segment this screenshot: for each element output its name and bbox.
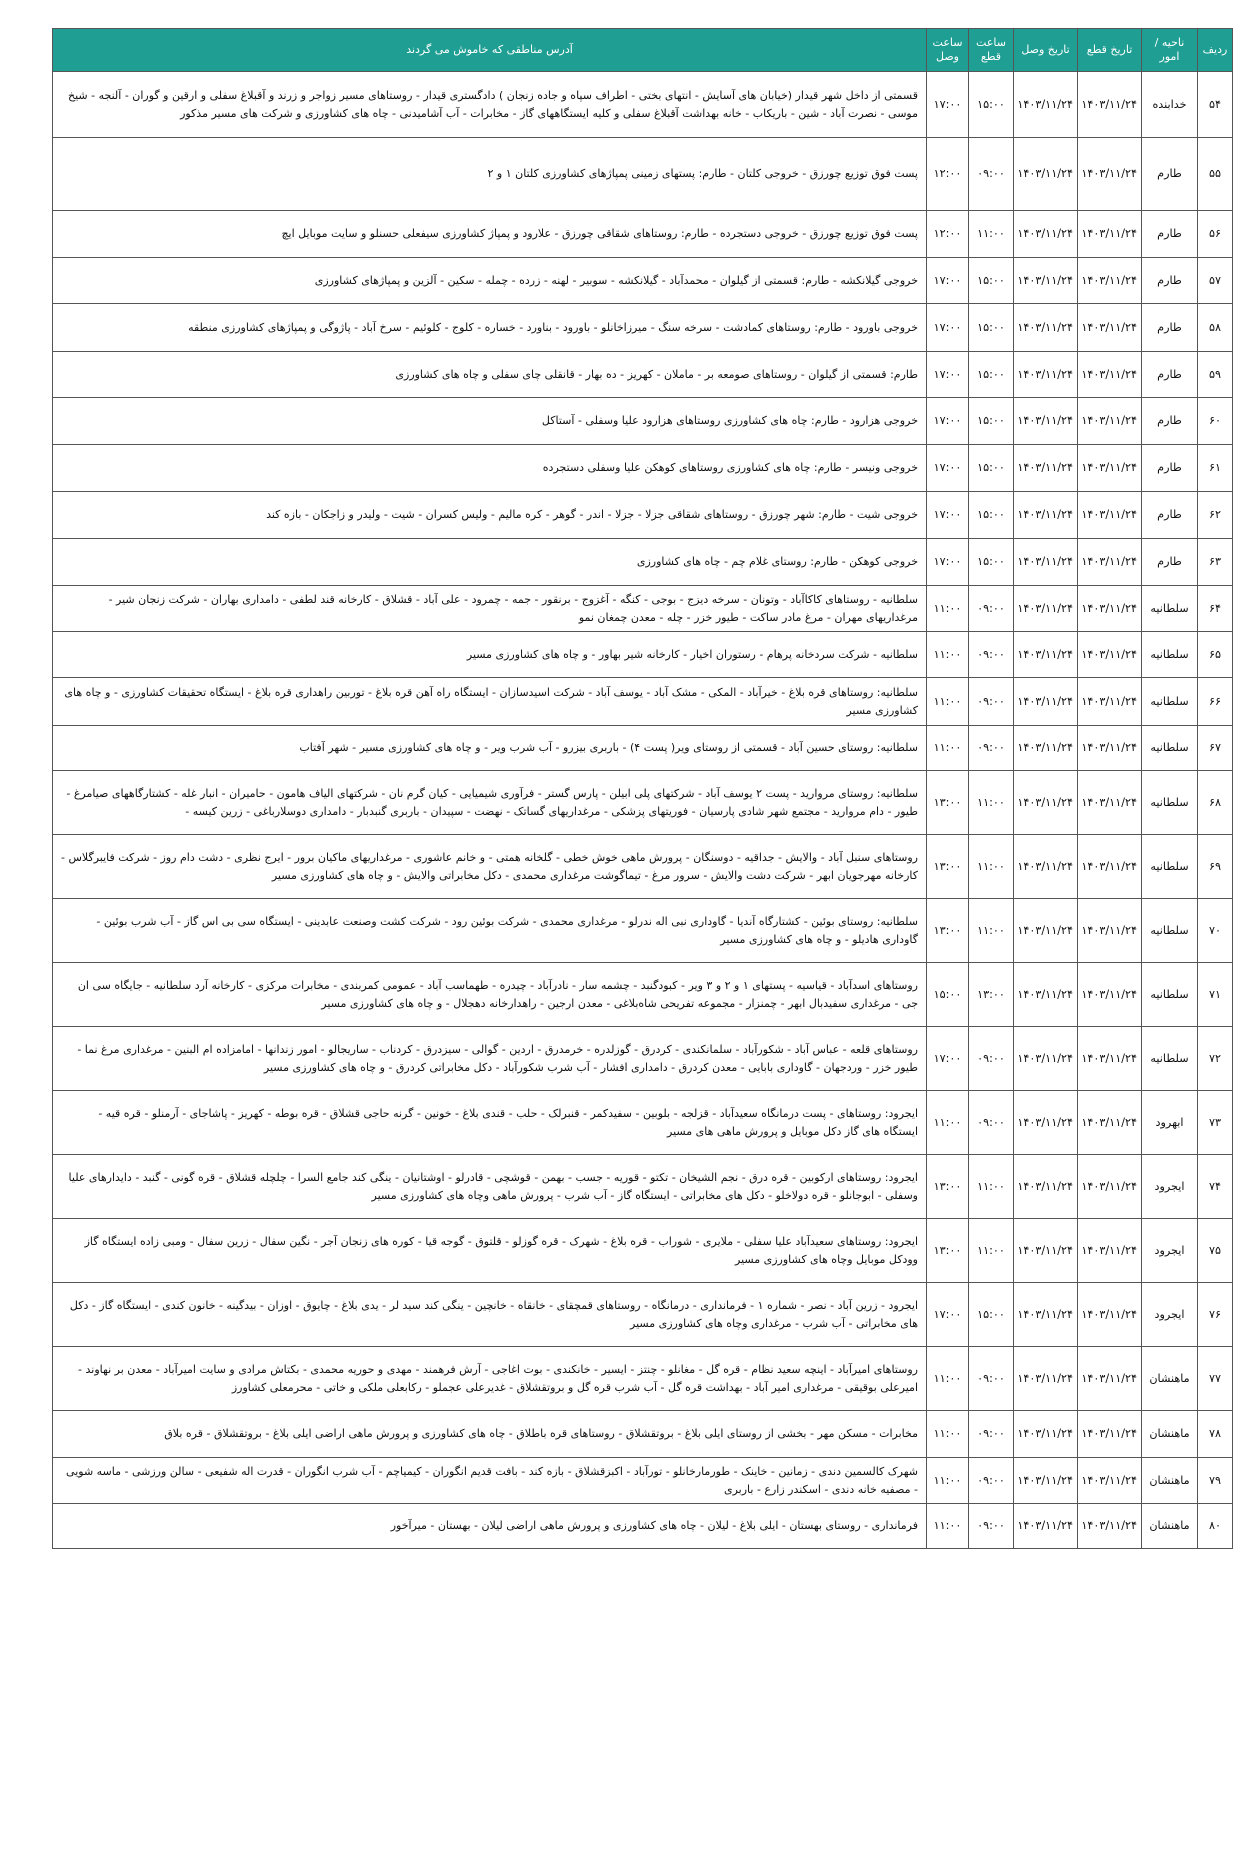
cell-row-number: ۷۸ — [1198, 1411, 1233, 1458]
cell-connect-date: ۱۴۰۳/۱۱/۲۴ — [1014, 398, 1078, 445]
cell-address: ایجرود: روستاهای سعیدآباد علیا سفلی - ملایری - شوراب - قره بلاغ - شهرک - قره گوزلو - قلتوق - گوجه قیا - کوره های زنجان آجر - نگین سفال - زرین سفال - ومبی زاده ایستگاه گاز وودکل موبایل وچاه های کشاورزی مسیر — [53, 1219, 927, 1283]
cell-connect-date: ۱۴۰۳/۱۱/۲۴ — [1014, 1283, 1078, 1347]
cell-cut-time: ۱۱:۰۰ — [969, 835, 1014, 899]
cell-connect-time: ۱۱:۰۰ — [927, 1411, 969, 1458]
cell-connect-date: ۱۴۰۳/۱۱/۲۴ — [1014, 138, 1078, 211]
table-row — [53, 963, 1233, 1027]
header-district: ناحیه /امور — [1142, 29, 1198, 72]
cell-cut-date: ۱۴۰۳/۱۱/۲۴ — [1078, 445, 1142, 492]
cell-connect-time: ۱۳:۰۰ — [927, 899, 969, 963]
cell-address: ایجرود: روستاهای ارکوبین - قره درق - نجم الشیخان - تکتو - قوریه - جسب - بهمن - قوشچی - قادرلو - اوشتانیان - ینگی کند جامع السرا - چلچله قشلاق - قره گونی - گنبد - دایدارهای علیا وسفلی - ابوجانلو - قره دولاخلو - دکل های مخابراتی - ایستگاه گاز - آب شرب - پرورش ماهی وچاه های کشاورزی مسیر — [53, 1155, 927, 1219]
cell-cut-time: ۱۵:۰۰ — [969, 304, 1014, 352]
cell-row-number: ۵۴ — [1198, 72, 1233, 138]
cell-cut-time: ۰۹:۰۰ — [969, 1091, 1014, 1155]
cell-cut-date: ۱۴۰۳/۱۱/۲۴ — [1078, 258, 1142, 304]
cell-cut-date: ۱۴۰۳/۱۱/۲۴ — [1078, 1504, 1142, 1549]
cell-district: ماهنشان — [1142, 1347, 1198, 1411]
cell-cut-date: ۱۴۰۳/۱۱/۲۴ — [1078, 72, 1142, 138]
cell-row-number: ۶۱ — [1198, 445, 1233, 492]
cell-cut-time: ۰۹:۰۰ — [969, 1027, 1014, 1091]
cell-connect-time: ۱۲:۰۰ — [927, 211, 969, 258]
cell-district: سلطانیه — [1142, 963, 1198, 1027]
cell-connect-time: ۱۷:۰۰ — [927, 492, 969, 539]
table-row — [53, 1091, 1233, 1155]
cell-connect-time: ۱۳:۰۰ — [927, 1155, 969, 1219]
cell-district: طارم — [1142, 211, 1198, 258]
table-row — [53, 1283, 1233, 1347]
cell-row-number: ۵۵ — [1198, 138, 1233, 211]
table-row — [53, 72, 1233, 138]
header-connect-time: ساعت وصل — [927, 29, 969, 72]
cell-row-number: ۷۹ — [1198, 1458, 1233, 1504]
cell-district: سلطانیه — [1142, 899, 1198, 963]
cell-cut-time: ۰۹:۰۰ — [969, 678, 1014, 726]
cell-cut-date: ۱۴۰۳/۱۱/۲۴ — [1078, 1411, 1142, 1458]
cell-address: قسمتی از داخل شهر قیدار (خیابان های آسایش - انتهای بختی - اطراف سپاه و جاده زنجان ) دادگستری قیدار - روستاهای مسیر زواجر و زرند و آقبلاغ سفلی و ارقین و گوران - آلنجه - شیخ موسی - نصرت آباد - شین - باریکاب - خانه بهداشت آقبلاغ سفلی و کلیه ایستگاههای گاز - مخابرات - آب آشامیدنی - چاه های کشاورزی و شرکت های مسیر مذکور — [53, 72, 927, 138]
cell-cut-time: ۱۵:۰۰ — [969, 539, 1014, 586]
cell-cut-time: ۱۵:۰۰ — [969, 258, 1014, 304]
cell-address: خروجی شیت - طارم: شهر چورزق - روستاهای شقاقی جزلا - جزلا - اندر - گوهر - کره مالیم - ولیس کسران - شیت - ولیدر و زاجکان - بازه کند — [53, 492, 927, 539]
cell-connect-date: ۱۴۰۳/۱۱/۲۴ — [1014, 352, 1078, 398]
cell-row-number: ۶۵ — [1198, 632, 1233, 678]
cell-address: روستاهای قلعه - عباس آباد - شکورآباد - سلمانکندی - کردرق - گوزلدره - خرمدرق - اردین - گوالی - سیزدرق - کردناب - ساریجالو - امور زندانها - امامزاده ام البنین - مرغداری مرغ نما - طیور خزر - وردجهان - گاوداری بابایی - معدن کردرق - دامداری افشار - آب شرب شکورآباد - دکل مخابراتی کردرق - و چاه های کشاورزی مسیر — [53, 1027, 927, 1091]
cell-address: فرمانداری - روستای بهستان - ایلی بلاغ - لیلان - چاه های کشاورزی و پرورش ماهی اراضی لیلان - بهستان - میرآخور — [53, 1504, 927, 1549]
cell-district: سلطانیه — [1142, 771, 1198, 835]
cell-cut-date: ۱۴۰۳/۱۱/۲۴ — [1078, 632, 1142, 678]
cell-district: سلطانیه — [1142, 726, 1198, 771]
cell-district: طارم — [1142, 398, 1198, 445]
cell-address: روستاهای سنبل آباد - والایش - جداقیه - دوسنگان - پرورش ماهی خوش خطی - گلخانه همتی - و خانم عاشوری - مرغداریهای ماکیان برور - ایرج نظری - دشت دام روز - شرکت فایبرگلاس - کارخانه مهرجویان ابهر - شرکت دشت والایش - سرور مرغ - تیماگوشت مرغداری محمدی - دکل مخابراتی والایش - و چاه های کشاورزی مسیر — [53, 835, 927, 899]
cell-connect-time: ۱۱:۰۰ — [927, 1091, 969, 1155]
cell-connect-time: ۱۱:۰۰ — [927, 726, 969, 771]
cell-district: سلطانیه — [1142, 678, 1198, 726]
cell-row-number: ۸۰ — [1198, 1504, 1233, 1549]
cell-connect-date: ۱۴۰۳/۱۱/۲۴ — [1014, 445, 1078, 492]
cell-connect-time: ۱۱:۰۰ — [927, 678, 969, 726]
cell-cut-time: ۱۱:۰۰ — [969, 211, 1014, 258]
cell-connect-date: ۱۴۰۳/۱۱/۲۴ — [1014, 1504, 1078, 1549]
cell-row-number: ۶۶ — [1198, 678, 1233, 726]
cell-row-number: ۷۷ — [1198, 1347, 1233, 1411]
cell-address: پست فوق توزیع چورزق - خروجی کلتان - طارم: پستهای زمینی پمپاژهای کشاورزی کلتان ۱ و ۲ — [53, 138, 927, 211]
table-row — [53, 726, 1233, 771]
cell-connect-date: ۱۴۰۳/۱۱/۲۴ — [1014, 211, 1078, 258]
cell-cut-date: ۱۴۰۳/۱۱/۲۴ — [1078, 678, 1142, 726]
cell-connect-time: ۱۷:۰۰ — [927, 445, 969, 492]
cell-cut-date: ۱۴۰۳/۱۱/۲۴ — [1078, 352, 1142, 398]
cell-cut-time: ۱۱:۰۰ — [969, 1219, 1014, 1283]
cell-district: ماهنشان — [1142, 1504, 1198, 1549]
cell-cut-time: ۱۳:۰۰ — [969, 963, 1014, 1027]
header-cut-time: ساعت قطع — [969, 29, 1014, 72]
table-row — [53, 1027, 1233, 1091]
cell-cut-date: ۱۴۰۳/۱۱/۲۴ — [1078, 963, 1142, 1027]
header-address: آدرس مناطقی که خاموش می گردند — [53, 29, 927, 72]
outage-table-container — [52, 28, 1232, 1549]
cell-cut-date: ۱۴۰۳/۱۱/۲۴ — [1078, 1027, 1142, 1091]
cell-district: ماهنشان — [1142, 1411, 1198, 1458]
cell-cut-date: ۱۴۰۳/۱۱/۲۴ — [1078, 586, 1142, 632]
header-cut-date: تاریخ قطع — [1078, 29, 1142, 72]
cell-row-number: ۶۳ — [1198, 539, 1233, 586]
cell-connect-time: ۱۷:۰۰ — [927, 1283, 969, 1347]
cell-district: سلطانیه — [1142, 632, 1198, 678]
cell-cut-date: ۱۴۰۳/۱۱/۲۴ — [1078, 1458, 1142, 1504]
cell-cut-date: ۱۴۰۳/۱۱/۲۴ — [1078, 1347, 1142, 1411]
cell-district: طارم — [1142, 445, 1198, 492]
table-row — [53, 258, 1233, 304]
cell-connect-time: ۱۷:۰۰ — [927, 352, 969, 398]
cell-connect-date: ۱۴۰۳/۱۱/۲۴ — [1014, 771, 1078, 835]
cell-cut-time: ۱۱:۰۰ — [969, 899, 1014, 963]
table-row — [53, 304, 1233, 352]
cell-address: ایجرود - زرین آباد - نصر - شماره ۱ - فرمانداری - درمانگاه - روستاهای قمچقای - خانقاه - خانچین - ینگی کند سید لر - یدی بلاغ - چایوق - اوزان - بیدگینه - خانون کندی - ایستگاه گاز - دکل های مخابراتی - آب شرب - مرغداری وچاه های کشاورزی مسیر — [53, 1283, 927, 1347]
outage-schedule-table — [52, 28, 1233, 1549]
cell-district: ایجرود — [1142, 1155, 1198, 1219]
cell-district: ماهنشان — [1142, 1458, 1198, 1504]
cell-address: طارم: قسمتی از گیلوان - روستاهای صومعه بر - ماملان - کهریز - ده بهار - قانقلی چای سفلی و چاه های کشاورزی — [53, 352, 927, 398]
cell-district: طارم — [1142, 304, 1198, 352]
table-row — [53, 586, 1233, 632]
cell-connect-date: ۱۴۰۳/۱۱/۲۴ — [1014, 72, 1078, 138]
cell-connect-time: ۱۳:۰۰ — [927, 1219, 969, 1283]
cell-connect-time: ۱۷:۰۰ — [927, 398, 969, 445]
table-row — [53, 835, 1233, 899]
table-row — [53, 1155, 1233, 1219]
table-row — [53, 1219, 1233, 1283]
cell-cut-date: ۱۴۰۳/۱۱/۲۴ — [1078, 1283, 1142, 1347]
cell-cut-date: ۱۴۰۳/۱۱/۲۴ — [1078, 492, 1142, 539]
cell-row-number: ۷۴ — [1198, 1155, 1233, 1219]
table-row — [53, 445, 1233, 492]
cell-address: سلطانیه: روستای بوئین - کشتارگاه آندیا - گاوداری نبی اله ندرلو - مرغداری محمدی - شرکت بوئین رود - شرکت کشت وصنعت عابدینی - ایستگاه سی بی اس گاز - آب شرب بوئین - گاوداری هادیلو - و چاه های کشاورزی مسیر — [53, 899, 927, 963]
cell-district: سلطانیه — [1142, 1027, 1198, 1091]
cell-cut-date: ۱۴۰۳/۱۱/۲۴ — [1078, 211, 1142, 258]
cell-row-number: ۷۰ — [1198, 899, 1233, 963]
table-row — [53, 138, 1233, 211]
header-row-number: ردیف — [1198, 29, 1233, 72]
cell-row-number: ۶۰ — [1198, 398, 1233, 445]
cell-cut-date: ۱۴۰۳/۱۱/۲۴ — [1078, 138, 1142, 211]
table-header-row — [53, 29, 1233, 72]
table-row — [53, 899, 1233, 963]
cell-district: سلطانیه — [1142, 586, 1198, 632]
cell-address: ایجرود: روستاهای - پست درمانگاه سعیدآباد - قزلجه - بلوبین - سفیدکمر - قنبرلک - حلب - قندی بلاغ - خونین - گرنه حاجی قشلاق - قره بوطه - کهریز - پاشاجای - آرمنلو - قره قیه - ایستگاه های گاز دکل موبایل و پرورش ماهی های مسیر — [53, 1091, 927, 1155]
cell-connect-date: ۱۴۰۳/۱۱/۲۴ — [1014, 963, 1078, 1027]
cell-cut-time: ۰۹:۰۰ — [969, 1411, 1014, 1458]
header-connect-date: تاریخ وصل — [1014, 29, 1078, 72]
cell-row-number: ۷۱ — [1198, 963, 1233, 1027]
cell-cut-date: ۱۴۰۳/۱۱/۲۴ — [1078, 1219, 1142, 1283]
cell-address: خروجی باورود - طارم: روستاهای کمادشت - سرخه سنگ - میرزاخانلو - باورود - بناورد - خساره - کلوج - کلوئیم - سرخ آباد - پاژوگی و پمپاژهای کشاورزی منطقه — [53, 304, 927, 352]
cell-connect-time: ۱۱:۰۰ — [927, 586, 969, 632]
cell-connect-time: ۱۱:۰۰ — [927, 1347, 969, 1411]
cell-address: شهرک کالسمین دندی - زمانین - خاینک - طورمارخانلو - تورآباد - اکبزقشلاق - بازه کند - بافت قدیم انگوران - کیمیاچم - آب شرب انگوران - قدرت اله شفیعی - سالن ورزشی - ماسه شویی - مصفیه خانه دندی - اسکندر زارع - باربری — [53, 1458, 927, 1504]
cell-row-number: ۷۶ — [1198, 1283, 1233, 1347]
cell-district: طارم — [1142, 258, 1198, 304]
cell-connect-time: ۱۳:۰۰ — [927, 835, 969, 899]
cell-connect-date: ۱۴۰۳/۱۱/۲۴ — [1014, 1155, 1078, 1219]
cell-cut-time: ۰۹:۰۰ — [969, 1504, 1014, 1549]
cell-cut-date: ۱۴۰۳/۱۱/۲۴ — [1078, 539, 1142, 586]
cell-connect-date: ۱۴۰۳/۱۱/۲۴ — [1014, 1347, 1078, 1411]
cell-connect-date: ۱۴۰۳/۱۱/۲۴ — [1014, 1027, 1078, 1091]
table-row — [53, 398, 1233, 445]
cell-connect-time: ۱۱:۰۰ — [927, 1458, 969, 1504]
cell-row-number: ۷۲ — [1198, 1027, 1233, 1091]
cell-address: سلطانیه: روستای حسین آباد - قسمتی از روستای ویر( پست ۴) - باربری بیزرو - آب شرب ویر - و چاه های کشاورزی مسیر - شهر آفتاب — [53, 726, 927, 771]
cell-district: طارم — [1142, 352, 1198, 398]
cell-connect-date: ۱۴۰۳/۱۱/۲۴ — [1014, 835, 1078, 899]
cell-cut-time: ۱۵:۰۰ — [969, 72, 1014, 138]
table-row — [53, 632, 1233, 678]
cell-district: خدابنده — [1142, 72, 1198, 138]
cell-connect-time: ۱۳:۰۰ — [927, 771, 969, 835]
cell-connect-time: ۱۷:۰۰ — [927, 258, 969, 304]
cell-connect-time: ۱۷:۰۰ — [927, 539, 969, 586]
cell-cut-date: ۱۴۰۳/۱۱/۲۴ — [1078, 304, 1142, 352]
cell-row-number: ۶۷ — [1198, 726, 1233, 771]
table-row — [53, 1411, 1233, 1458]
cell-connect-time: ۱۷:۰۰ — [927, 72, 969, 138]
cell-row-number: ۶۴ — [1198, 586, 1233, 632]
cell-connect-time: ۱۵:۰۰ — [927, 963, 969, 1027]
cell-cut-time: ۰۹:۰۰ — [969, 1347, 1014, 1411]
cell-connect-date: ۱۴۰۳/۱۱/۲۴ — [1014, 258, 1078, 304]
cell-row-number: ۶۲ — [1198, 492, 1233, 539]
cell-row-number: ۵۸ — [1198, 304, 1233, 352]
table-row — [53, 1347, 1233, 1411]
cell-cut-date: ۱۴۰۳/۱۱/۲۴ — [1078, 726, 1142, 771]
cell-cut-date: ۱۴۰۳/۱۱/۲۴ — [1078, 1091, 1142, 1155]
cell-cut-time: ۱۵:۰۰ — [969, 445, 1014, 492]
cell-address: روستاهای امیرآباد - اینچه سعید نظام - قره گل - مغانلو - چنتز - ایسیر - خانکندی - بوت اغاجی - آرش فرهمند - مهدی و حوریه محمدی - بکتاش مرادی و سایت امیرآباد - معدن بر نهاوند - امیرعلی بوقیقی - مرغداری امیر آباد - بهداشت قره گل - آب شرب قره گل و بروتقشلاق - غدیرعلی عجملو - رکابعلی ملکی و خاتی - محرمعلی کشاورز — [53, 1347, 927, 1411]
cell-row-number: ۶۹ — [1198, 835, 1233, 899]
cell-address: خروجی کوهکن - طارم: روستای غلام چم - چاه های کشاورزی — [53, 539, 927, 586]
cell-address: سلطانیه: روستای مروارید - پست ۲ یوسف آباد - شرکتهای پلی ابیلن - پارس گستر - فرآوری شیمیایی - کیان گرم نان - شرکتهای الیاف هامون - حامیران - انبار غله - کشتارگاههای صیامرغ - طیور - دام مروارید - مجتمع شهر شادی پارسیان - فوریتهای پزشکی - مرغداریهای گساتک - نهضت - سپیدان - باربری گنبدبار - دامداری دوسلارباغی - زرین کیسه - — [53, 771, 927, 835]
cell-district: ایجرود — [1142, 1283, 1198, 1347]
cell-connect-time: ۱۷:۰۰ — [927, 1027, 969, 1091]
table-row — [53, 352, 1233, 398]
cell-district: ابهرود — [1142, 1091, 1198, 1155]
cell-address: روستاهای اسدآباد - قیاسیه - پستهای ۱ و ۲ و ۳ ویر - کبودگنبد - چشمه سار - نادرآباد - چیدره - طهماسب آباد - عمومی کمربندی - مخابرات مرکزی - کارخانه آرد سلطانیه - جایگاه سی ان جی - مرغداری سفیدبال ابهر - چمنزار - مجموعه تفریحی شاه‌بلاغی - معدن ارجین - راهدارخانه دهجلال - و چاه های کشاورزی مسیر — [53, 963, 927, 1027]
cell-connect-time: ۱۷:۰۰ — [927, 304, 969, 352]
cell-row-number: ۵۷ — [1198, 258, 1233, 304]
cell-row-number: ۷۳ — [1198, 1091, 1233, 1155]
cell-row-number: ۵۶ — [1198, 211, 1233, 258]
cell-district: طارم — [1142, 138, 1198, 211]
cell-cut-time: ۰۹:۰۰ — [969, 138, 1014, 211]
cell-connect-date: ۱۴۰۳/۱۱/۲۴ — [1014, 678, 1078, 726]
cell-address: خروجی هزارود - طارم: چاه های کشاورزی روستاهای هزارود علیا وسفلی - آستاکل — [53, 398, 927, 445]
cell-cut-time: ۱۵:۰۰ — [969, 492, 1014, 539]
cell-connect-date: ۱۴۰۳/۱۱/۲۴ — [1014, 492, 1078, 539]
cell-row-number: ۵۹ — [1198, 352, 1233, 398]
table-body — [53, 72, 1233, 1549]
cell-connect-date: ۱۴۰۳/۱۱/۲۴ — [1014, 1091, 1078, 1155]
cell-cut-date: ۱۴۰۳/۱۱/۲۴ — [1078, 398, 1142, 445]
cell-row-number: ۶۸ — [1198, 771, 1233, 835]
cell-connect-time: ۱۲:۰۰ — [927, 138, 969, 211]
table-row — [53, 211, 1233, 258]
cell-district: طارم — [1142, 539, 1198, 586]
cell-row-number: ۷۵ — [1198, 1219, 1233, 1283]
table-row — [53, 1504, 1233, 1549]
cell-cut-date: ۱۴۰۳/۱۱/۲۴ — [1078, 771, 1142, 835]
cell-cut-time: ۱۵:۰۰ — [969, 352, 1014, 398]
cell-district: طارم — [1142, 492, 1198, 539]
cell-address: سلطانیه: روستاهای قره بلاغ - خیرآباد - المکی - مشک آباد - یوسف آباد - شرکت اسیدسازان - ایستگاه راه آهن قره بلاغ - توربین راهداری قره بلاغ - ایستگاه تحقیقات کشاورزی - و چاه های کشاورزی مسیر — [53, 678, 927, 726]
cell-connect-date: ۱۴۰۳/۱۱/۲۴ — [1014, 899, 1078, 963]
cell-connect-date: ۱۴۰۳/۱۱/۲۴ — [1014, 1219, 1078, 1283]
cell-district: ایجرود — [1142, 1219, 1198, 1283]
cell-address: مخابرات - مسکن مهر - بخشی از روستای ایلی بلاغ - بروتقشلاق - روستاهای قره باطلاق - چاه های کشاورزی و پرورش ماهی اراضی ایلی بلاغ - بروتقشلاق - قره بلاق — [53, 1411, 927, 1458]
cell-cut-date: ۱۴۰۳/۱۱/۲۴ — [1078, 899, 1142, 963]
cell-connect-date: ۱۴۰۳/۱۱/۲۴ — [1014, 632, 1078, 678]
table-row — [53, 678, 1233, 726]
cell-cut-date: ۱۴۰۳/۱۱/۲۴ — [1078, 835, 1142, 899]
cell-cut-time: ۰۹:۰۰ — [969, 586, 1014, 632]
cell-connect-time: ۱۱:۰۰ — [927, 632, 969, 678]
cell-address: پست فوق توزیع چورزق - خروجی دستجرده - طارم: روستاهای شقاقی چورزق - علارود و پمپاژ کشاورزی سیفعلی حسنلو و سایت موبایل ایچ — [53, 211, 927, 258]
cell-cut-time: ۱۵:۰۰ — [969, 398, 1014, 445]
table-row — [53, 1458, 1233, 1504]
cell-connect-date: ۱۴۰۳/۱۱/۲۴ — [1014, 1411, 1078, 1458]
cell-address: سلطانیه - روستاهای کاکاآباد - وتونان - سرخه دیزج - بوجی - کنگه - آغزوج - برنقور - جمه - چمرود - علی آباد - قشلاق - کارخانه قند لطفی - دامداری بهاران - شرکت زنجان شیر - مرغداریهای مهران - مرغ مادر ساکت - طیور خزر - چله - معدن چمغان نمو — [53, 586, 927, 632]
cell-connect-date: ۱۴۰۳/۱۱/۲۴ — [1014, 1458, 1078, 1504]
table-row — [53, 492, 1233, 539]
cell-cut-date: ۱۴۰۳/۱۱/۲۴ — [1078, 1155, 1142, 1219]
cell-connect-date: ۱۴۰۳/۱۱/۲۴ — [1014, 304, 1078, 352]
cell-district: سلطانیه — [1142, 835, 1198, 899]
cell-address: سلطانیه - شرکت سردخانه پرهام - رستوران اخیار - کارخانه شیر بهاور - و چاه های کشاورزی مسیر — [53, 632, 927, 678]
table-row — [53, 771, 1233, 835]
cell-connect-date: ۱۴۰۳/۱۱/۲۴ — [1014, 726, 1078, 771]
cell-cut-time: ۰۹:۰۰ — [969, 726, 1014, 771]
cell-connect-date: ۱۴۰۳/۱۱/۲۴ — [1014, 586, 1078, 632]
cell-cut-time: ۱۱:۰۰ — [969, 771, 1014, 835]
cell-connect-date: ۱۴۰۳/۱۱/۲۴ — [1014, 539, 1078, 586]
cell-cut-time: ۰۹:۰۰ — [969, 632, 1014, 678]
cell-cut-time: ۰۹:۰۰ — [969, 1458, 1014, 1504]
cell-address: خروجی گیلانکشه - طارم: قسمتی از گیلوان - محمدآباد - گیلانکشه - سوبیر - لهنه - زرده - چمله - سکین - آلزین و پمپاژهای کشاورزی — [53, 258, 927, 304]
table-row — [53, 539, 1233, 586]
cell-cut-time: ۱۱:۰۰ — [969, 1155, 1014, 1219]
cell-cut-time: ۱۵:۰۰ — [969, 1283, 1014, 1347]
cell-connect-time: ۱۱:۰۰ — [927, 1504, 969, 1549]
cell-address: خروجی ونیسر - طارم: چاه های کشاورزی روستاهای کوهکن علیا وسفلی دستجرده — [53, 445, 927, 492]
